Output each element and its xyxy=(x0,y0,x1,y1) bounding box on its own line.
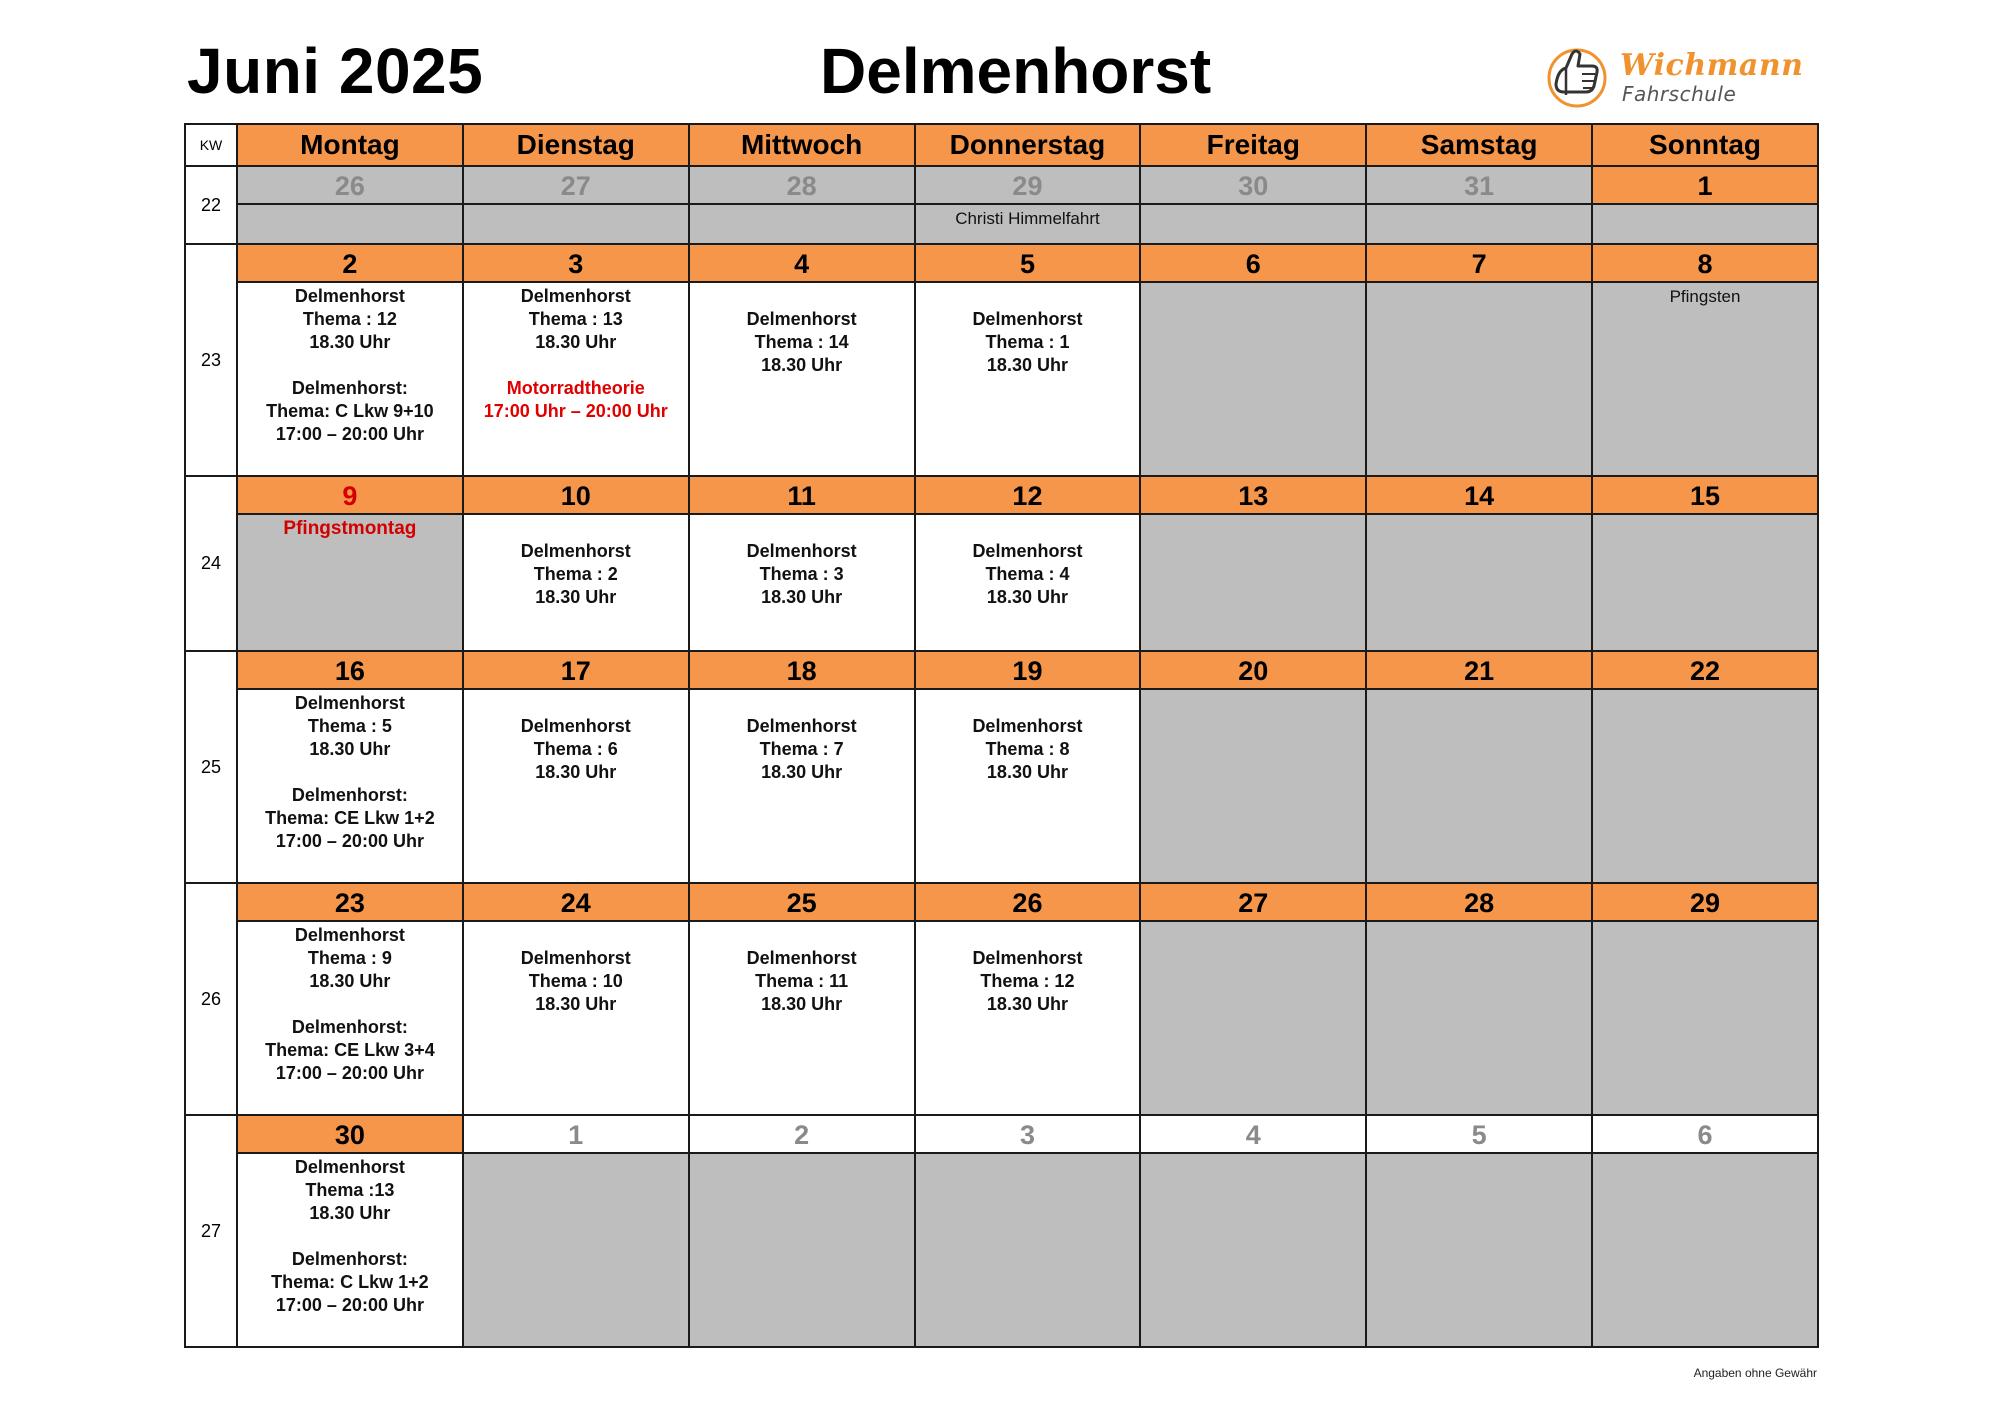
day-number: 28 xyxy=(1367,884,1591,922)
line-spacer xyxy=(690,924,914,947)
line-spacer xyxy=(238,993,462,1016)
event-line: 18.30 Uhr xyxy=(761,355,843,375)
day-cell xyxy=(1592,883,1818,1115)
event-line: Thema :13 xyxy=(305,1180,395,1200)
day-events xyxy=(1367,690,1591,882)
weekday-header: Montag xyxy=(237,124,463,166)
event-line: Delmenhorst: xyxy=(291,785,408,805)
day-events xyxy=(1593,922,1817,1114)
event-line: Delmenhorst xyxy=(972,948,1083,968)
day-events xyxy=(916,283,1140,475)
day-number: 17 xyxy=(464,652,688,690)
day-cell xyxy=(463,883,689,1115)
week-number: 26 xyxy=(185,883,237,1115)
day-events xyxy=(1593,515,1817,650)
event-line: Delmenhorst xyxy=(520,541,631,561)
week-row xyxy=(185,883,1818,1115)
day-cell xyxy=(915,651,1141,883)
event-line: Thema : 5 xyxy=(307,716,392,736)
day-cell xyxy=(915,1115,1141,1347)
event-line: 18.30 Uhr xyxy=(309,971,391,991)
week-number: 27 xyxy=(185,1115,237,1347)
day-cell xyxy=(1140,1115,1366,1347)
day-number: 5 xyxy=(916,245,1140,283)
line-spacer xyxy=(916,924,1140,947)
day-cell xyxy=(689,1115,915,1347)
day-cell xyxy=(1592,651,1818,883)
day-events xyxy=(1593,283,1817,475)
day-cell xyxy=(915,244,1141,476)
day-events xyxy=(690,205,914,243)
line-spacer xyxy=(690,517,914,540)
event-line: Thema : 12 xyxy=(980,971,1075,991)
day-cell xyxy=(237,883,463,1115)
day-number: 24 xyxy=(464,884,688,922)
event-line: Thema: C Lkw 9+10 xyxy=(266,401,434,421)
day-cell xyxy=(689,166,915,244)
day-events xyxy=(464,922,688,1114)
event-line: Thema : 10 xyxy=(528,971,623,991)
day-number: 6 xyxy=(1593,1116,1817,1154)
day-cell xyxy=(463,1115,689,1347)
day-number: 4 xyxy=(1141,1116,1365,1154)
day-number: 11 xyxy=(690,477,914,515)
day-cell xyxy=(1592,166,1818,244)
day-number: 23 xyxy=(238,884,462,922)
day-cell xyxy=(1366,166,1592,244)
day-number: 25 xyxy=(690,884,914,922)
week-number: 23 xyxy=(185,244,237,476)
day-number: 29 xyxy=(1593,884,1817,922)
event-line: 18.30 Uhr xyxy=(986,994,1068,1014)
day-events xyxy=(1367,205,1591,243)
day-events xyxy=(1593,1154,1817,1346)
day-number: 26 xyxy=(238,167,462,205)
day-number: 2 xyxy=(238,245,462,283)
event-line: Delmenhorst xyxy=(520,716,631,736)
day-events xyxy=(690,922,914,1114)
event-line: 17:00 – 20:00 Uhr xyxy=(275,1295,424,1315)
kw-header: KW xyxy=(185,124,237,166)
logo-subtitle: Fahrschule xyxy=(1622,82,1737,106)
day-cell xyxy=(1366,1115,1592,1347)
event-line: 18.30 Uhr xyxy=(761,762,843,782)
day-number: 10 xyxy=(464,477,688,515)
day-number: 7 xyxy=(1367,245,1591,283)
week-row xyxy=(185,166,1818,244)
day-number: 12 xyxy=(916,477,1140,515)
holiday-label: Pfingsten xyxy=(1669,287,1741,306)
day-number: 18 xyxy=(690,652,914,690)
day-cell xyxy=(1140,244,1366,476)
day-cell xyxy=(237,244,463,476)
event-line: Delmenhorst xyxy=(746,716,857,736)
day-events xyxy=(238,922,462,1114)
event-line: Thema : 6 xyxy=(533,739,618,759)
day-number: 22 xyxy=(1593,652,1817,690)
calendar-table xyxy=(184,123,1819,1348)
event-line: Thema : 4 xyxy=(985,564,1070,584)
event-line: Delmenhorst xyxy=(746,541,857,561)
day-events xyxy=(464,515,688,650)
day-number: 16 xyxy=(238,652,462,690)
day-number: 9 xyxy=(238,477,462,515)
event-line: 18.30 Uhr xyxy=(309,1203,391,1223)
week-number: 25 xyxy=(185,651,237,883)
day-number: 4 xyxy=(690,245,914,283)
day-events xyxy=(916,922,1140,1114)
event-line: Thema: CE Lkw 1+2 xyxy=(265,808,435,828)
day-number: 29 xyxy=(916,167,1140,205)
day-cell xyxy=(915,166,1141,244)
day-events xyxy=(238,205,462,243)
line-spacer xyxy=(464,517,688,540)
day-cell xyxy=(463,244,689,476)
weekday-header: Donnerstag xyxy=(915,124,1141,166)
logo-brand: Wichmann xyxy=(1620,48,1804,83)
event-line: Thema : 9 xyxy=(307,948,392,968)
day-cell xyxy=(1140,476,1366,651)
day-cell xyxy=(1366,651,1592,883)
day-number: 21 xyxy=(1367,652,1591,690)
day-number: 31 xyxy=(1367,167,1591,205)
day-number: 27 xyxy=(1141,884,1365,922)
week-row xyxy=(185,476,1818,651)
day-events xyxy=(238,1154,462,1346)
event-line: 18.30 Uhr xyxy=(309,332,391,352)
event-line: Thema : 11 xyxy=(755,971,849,991)
line-spacer xyxy=(916,692,1140,715)
day-events xyxy=(1367,515,1591,650)
event-line: Thema : 2 xyxy=(533,564,618,584)
event-line: Delmenhorst xyxy=(746,309,857,329)
day-events xyxy=(238,283,462,475)
fahrschule-logo xyxy=(1540,36,1830,116)
weekday-header: Freitag xyxy=(1140,124,1366,166)
day-events xyxy=(464,205,688,243)
day-number: 8 xyxy=(1593,245,1817,283)
weekday-header-row xyxy=(185,124,1818,166)
day-cell xyxy=(915,883,1141,1115)
day-cell xyxy=(1366,476,1592,651)
event-line: Delmenhorst xyxy=(972,716,1083,736)
line-spacer xyxy=(464,692,688,715)
day-cell xyxy=(689,244,915,476)
event-line: 17:00 – 20:00 Uhr xyxy=(275,831,424,851)
day-events xyxy=(1141,922,1365,1114)
line-spacer xyxy=(238,354,462,377)
line-spacer xyxy=(916,517,1140,540)
event-line: Thema : 13 xyxy=(528,309,623,329)
day-events xyxy=(1593,205,1817,243)
day-events xyxy=(690,690,914,882)
day-cell xyxy=(1140,166,1366,244)
day-events xyxy=(464,690,688,882)
day-number: 30 xyxy=(238,1116,462,1154)
day-events xyxy=(1367,1154,1591,1346)
week-row xyxy=(185,244,1818,476)
day-number: 3 xyxy=(464,245,688,283)
day-events xyxy=(1367,283,1591,475)
day-events xyxy=(238,690,462,882)
day-cell xyxy=(1592,1115,1818,1347)
event-line: Delmenhorst xyxy=(972,309,1083,329)
month-title: Juni 2025 xyxy=(187,35,484,107)
event-line: 18.30 Uhr xyxy=(986,762,1068,782)
line-spacer xyxy=(464,354,688,377)
event-line: 18.30 Uhr xyxy=(761,994,843,1014)
event-line: 17:00 – 20:00 Uhr xyxy=(275,1063,424,1083)
event-line: Delmenhorst xyxy=(972,541,1083,561)
day-cell xyxy=(1140,651,1366,883)
day-cell xyxy=(237,166,463,244)
day-cell xyxy=(1366,883,1592,1115)
day-events xyxy=(916,690,1140,882)
day-cell xyxy=(1366,244,1592,476)
day-number: 1 xyxy=(1593,167,1817,205)
event-line: Delmenhorst xyxy=(294,286,405,306)
event-line: 18.30 Uhr xyxy=(535,332,617,352)
day-events xyxy=(916,205,1140,243)
event-line: Delmenhorst xyxy=(294,1157,405,1177)
event-line: Delmenhorst: xyxy=(291,1249,408,1269)
event-line: Thema : 12 xyxy=(302,309,397,329)
weekday-header: Samstag xyxy=(1366,124,1592,166)
day-events xyxy=(1141,515,1365,650)
day-cell xyxy=(463,476,689,651)
day-cell xyxy=(1140,883,1366,1115)
event-line: Delmenhorst: xyxy=(291,1017,408,1037)
day-number: 15 xyxy=(1593,477,1817,515)
day-number: 28 xyxy=(690,167,914,205)
week-number: 22 xyxy=(185,166,237,244)
day-cell xyxy=(1592,244,1818,476)
line-spacer xyxy=(464,924,688,947)
event-line: Thema : 8 xyxy=(985,739,1070,759)
day-events xyxy=(1367,922,1591,1114)
event-line: 18.30 Uhr xyxy=(535,762,617,782)
event-line: 17:00 Uhr – 20:00 Uhr xyxy=(483,401,668,421)
disclaimer: Angaben ohne Gewähr xyxy=(1693,1366,1817,1380)
event-line: Delmenhorst xyxy=(294,693,405,713)
day-number: 1 xyxy=(464,1116,688,1154)
event-line: Delmenhorst xyxy=(746,948,857,968)
day-cell xyxy=(689,476,915,651)
day-events xyxy=(690,283,914,475)
week-row xyxy=(185,1115,1818,1347)
day-cell xyxy=(1592,476,1818,651)
day-cell xyxy=(237,651,463,883)
day-cell xyxy=(463,166,689,244)
day-events xyxy=(690,1154,914,1346)
event-line: 17:00 – 20:00 Uhr xyxy=(275,424,424,444)
holiday-label: Christi Himmelfahrt xyxy=(955,209,1100,228)
event-line: 18.30 Uhr xyxy=(535,587,617,607)
event-line: Thema : 14 xyxy=(754,332,849,352)
day-events xyxy=(238,515,462,650)
event-line: 18.30 Uhr xyxy=(986,355,1068,375)
event-line: Motorradtheorie xyxy=(506,378,645,398)
day-number: 6 xyxy=(1141,245,1365,283)
thumbs-up-icon xyxy=(1542,40,1612,110)
day-events xyxy=(464,283,688,475)
location-title: Delmenhorst xyxy=(820,35,1212,107)
event-line: Thema : 3 xyxy=(759,564,844,584)
line-spacer xyxy=(690,285,914,308)
day-events xyxy=(464,1154,688,1346)
event-line: Thema : 1 xyxy=(985,332,1070,352)
day-number: 30 xyxy=(1141,167,1365,205)
event-line: Delmenhorst xyxy=(520,286,631,306)
day-number: 13 xyxy=(1141,477,1365,515)
event-line: Thema: C Lkw 1+2 xyxy=(271,1272,429,1292)
day-cell xyxy=(689,883,915,1115)
event-line: Delmenhorst xyxy=(294,925,405,945)
day-cell xyxy=(915,476,1141,651)
event-line: 18.30 Uhr xyxy=(535,994,617,1014)
day-cell xyxy=(237,1115,463,1347)
day-number: 26 xyxy=(916,884,1140,922)
event-line: Delmenhorst xyxy=(520,948,631,968)
day-number: 2 xyxy=(690,1116,914,1154)
week-number: 24 xyxy=(185,476,237,651)
day-number: 20 xyxy=(1141,652,1365,690)
day-events xyxy=(1141,205,1365,243)
event-line: 18.30 Uhr xyxy=(761,587,843,607)
day-number: 5 xyxy=(1367,1116,1591,1154)
line-spacer xyxy=(916,285,1140,308)
line-spacer xyxy=(238,761,462,784)
event-line: 18.30 Uhr xyxy=(986,587,1068,607)
weekday-header: Sonntag xyxy=(1592,124,1818,166)
day-number: 27 xyxy=(464,167,688,205)
day-events xyxy=(1141,283,1365,475)
day-events xyxy=(1141,690,1365,882)
line-spacer xyxy=(238,1225,462,1248)
day-events xyxy=(1593,690,1817,882)
day-events xyxy=(1141,1154,1365,1346)
weekday-header: Mittwoch xyxy=(689,124,915,166)
day-cell xyxy=(463,651,689,883)
day-events xyxy=(916,515,1140,650)
day-cell xyxy=(689,651,915,883)
event-line: Thema : 7 xyxy=(759,739,844,759)
day-events xyxy=(690,515,914,650)
week-row xyxy=(185,651,1818,883)
event-line: Thema: CE Lkw 3+4 xyxy=(265,1040,435,1060)
day-cell xyxy=(237,476,463,651)
day-number: 14 xyxy=(1367,477,1591,515)
day-number: 3 xyxy=(916,1116,1140,1154)
event-line: 18.30 Uhr xyxy=(309,739,391,759)
line-spacer xyxy=(690,692,914,715)
holiday-label: Pfingstmontag xyxy=(283,518,417,539)
day-number: 19 xyxy=(916,652,1140,690)
weekday-header: Dienstag xyxy=(463,124,689,166)
event-line: Delmenhorst: xyxy=(291,378,408,398)
day-events xyxy=(916,1154,1140,1346)
